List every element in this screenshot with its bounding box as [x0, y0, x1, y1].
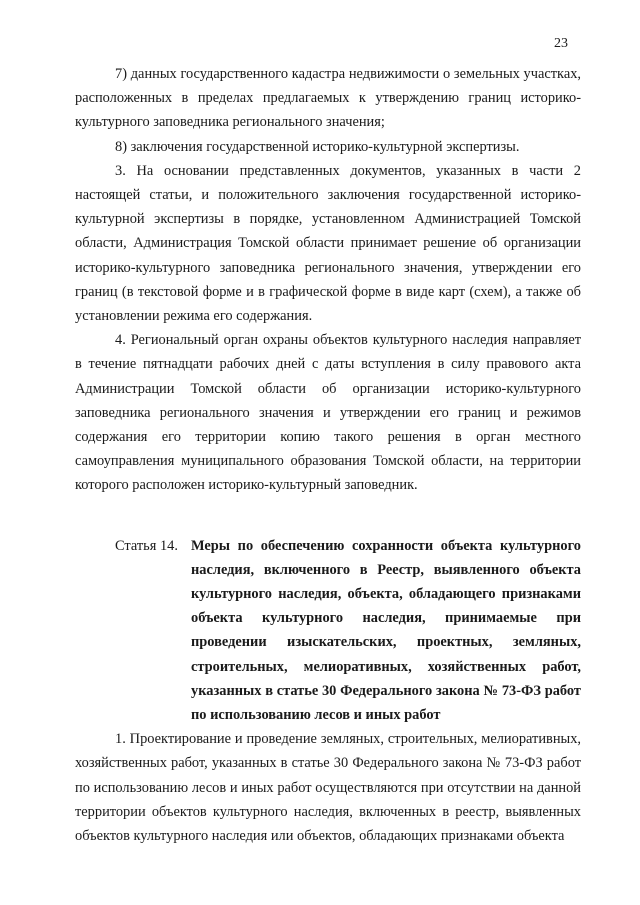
paragraph-part-4: 4. Региональный орган охраны объектов культурного наследия направляет в течение пятнадцати рабочих дней с даты вступления в силу правового акта Администрации Томской области об организации историко-культурного заповедника регионального значения и утверждении его границ и режимов содержания его территории копию такого решения в орган местного самоуправления муниципального образования Томской области, на территории которого расположен историко-культурный заповедник. — [75, 332, 581, 494]
paragraph-part-3: 3. На основании представленных документов, указанных в части 2 настоящей статьи, и положительного заключения государственной историко-культурной экспертизы в порядке, установленном Администрацией Томской области, Администрация Томской области принимает решение об организации историко-культурного заповедника регионального значения, утверждении его границ (в текстовой форме и в графической форме в виде карт (схем), а также об установлении режима его содержания. — [75, 162, 581, 325]
paragraph-item-7: 7) данных государственного кадастра недвижимости о земельных участках, расположенных в пределах предлагаемых к утверждению границ историко-культурного заповедника регионального значения; — [75, 66, 581, 131]
page-number: 23 — [554, 36, 568, 51]
paragraph-article-part-1: 1. Проектирование и проведение земляных, строительных, мелиоративных, хозяйственных работ, указанных в статье 30 Федерального закона № 73-ФЗ работ по использованию лесов и иных работ осуществляются при отсутствии на данной территории объектов культурного наследия, включенных в реестр, выявленных объектов культурного наследия или объектов, обладающих признаками объекта — [75, 731, 581, 845]
article-title: Меры по обеспечению сохранности объекта культурного наследия, включенного в Реестр, выявленного объекта культурного наследия, объекта, обладающего признаками объекта культурного наследия, принимаемые при проведении изыскательских, проектных, земляных, строительных, мелиоративных, хозяйственных работ, указанных в статье 30 Федерального закона № 73-ФЗ работ по использованию лесов и иных работ — [191, 537, 581, 724]
document-body — [75, 62, 581, 848]
article-heading — [75, 534, 581, 728]
article-label: Статья 14. — [115, 537, 178, 554]
section-spacer — [75, 498, 581, 534]
paragraph-item-8: 8) заключения государственной историко-культурной экспертизы. — [115, 138, 520, 155]
